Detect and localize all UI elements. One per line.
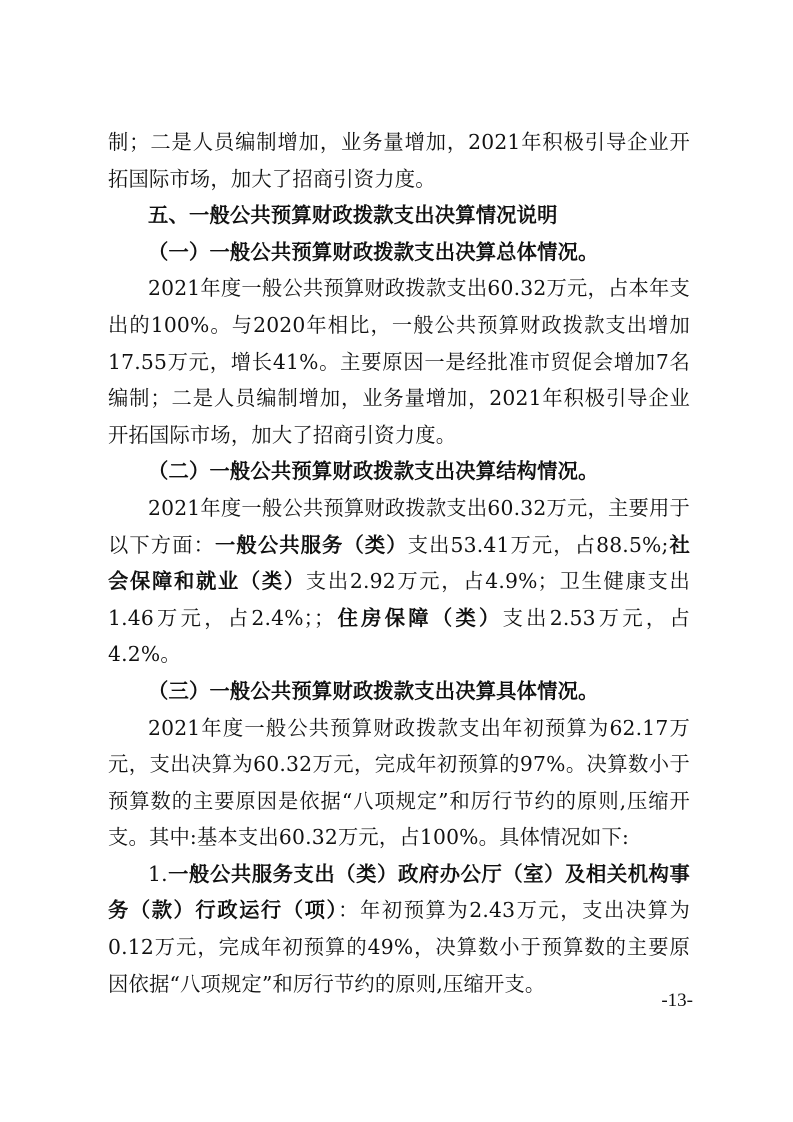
item-title: 一般公共服务支出（类）政府办公厅（室）及相关机构事务（款）行政运行（项） [108, 861, 690, 923]
page-number: -13- [661, 990, 693, 1011]
structure-text-4: 支出2.53万元，占4.2%。 [108, 605, 690, 667]
structure-text-3: 支出2.92万元，占4.9%；卫生健康支出1.46万元，占2.4%；； [108, 569, 690, 630]
subsection-heading-overall: （一）一般公共预算财政拨款支出决算总体情况。 [148, 239, 599, 264]
structure-text-2: 支出53.41万元，占88.5%; [407, 532, 669, 557]
structure-text-1: 2021年度一般公共预算财政拨款支出60.32万元，主要用于以下方面： [108, 495, 690, 557]
paragraph-item-1 [108, 856, 690, 1002]
paragraph-structure [108, 490, 690, 673]
structure-bold-2: 社会保障和就业（类） [108, 532, 690, 594]
structure-bold-1: 一般公共服务（类） [215, 532, 408, 557]
item-number: 1. [148, 861, 168, 886]
structure-bold-3: 住房保障（类） [334, 605, 503, 630]
paragraph-detail: 2021年度一般公共预算财政拨款支出年初预算为62.17万元，支出决算为60.32万元，完成年初预算的97%。决算数小于预算数的主要原因是依据“八项规定”和厉行节约的原则,压缩开支。其中:基本支出60.32万元，占100%。具体情况如下: [108, 715, 690, 850]
item-text: ：年初预算为2.43万元，支出决算为0.12万元，完成年初预算的49%，决算数小于预算数的主要原因依据“八项规定”和厉行节约的原则,压缩开支。 [108, 898, 690, 996]
paragraph-continuation: 制；二是人员编制增加，业务量增加，2021年积极引导企业开拓国际市场，加大了招商引资力度。 [108, 130, 690, 191]
document-body [108, 124, 690, 1002]
subsection-heading-detail: （三）一般公共预算财政拨款支出决算具体情况。 [148, 678, 599, 703]
section-heading-5: 五、一般公共预算财政拨款支出决算情况说明 [148, 203, 558, 228]
subsection-heading-structure: （二）一般公共预算财政拨款支出决算结构情况。 [148, 459, 599, 484]
paragraph-overall: 2021年度一般公共预算财政拨款支出60.32万元，占本年支出的100%。与2020年相比，一般公共预算财政拨款支出增加17.55万元，增长41%。主要原因一是经批准市贸促会增加7名编制；二是人员编制增加，业务量增加，2021年积极引导企业开拓国际市场，加大了招商引资力度。 [108, 276, 690, 447]
